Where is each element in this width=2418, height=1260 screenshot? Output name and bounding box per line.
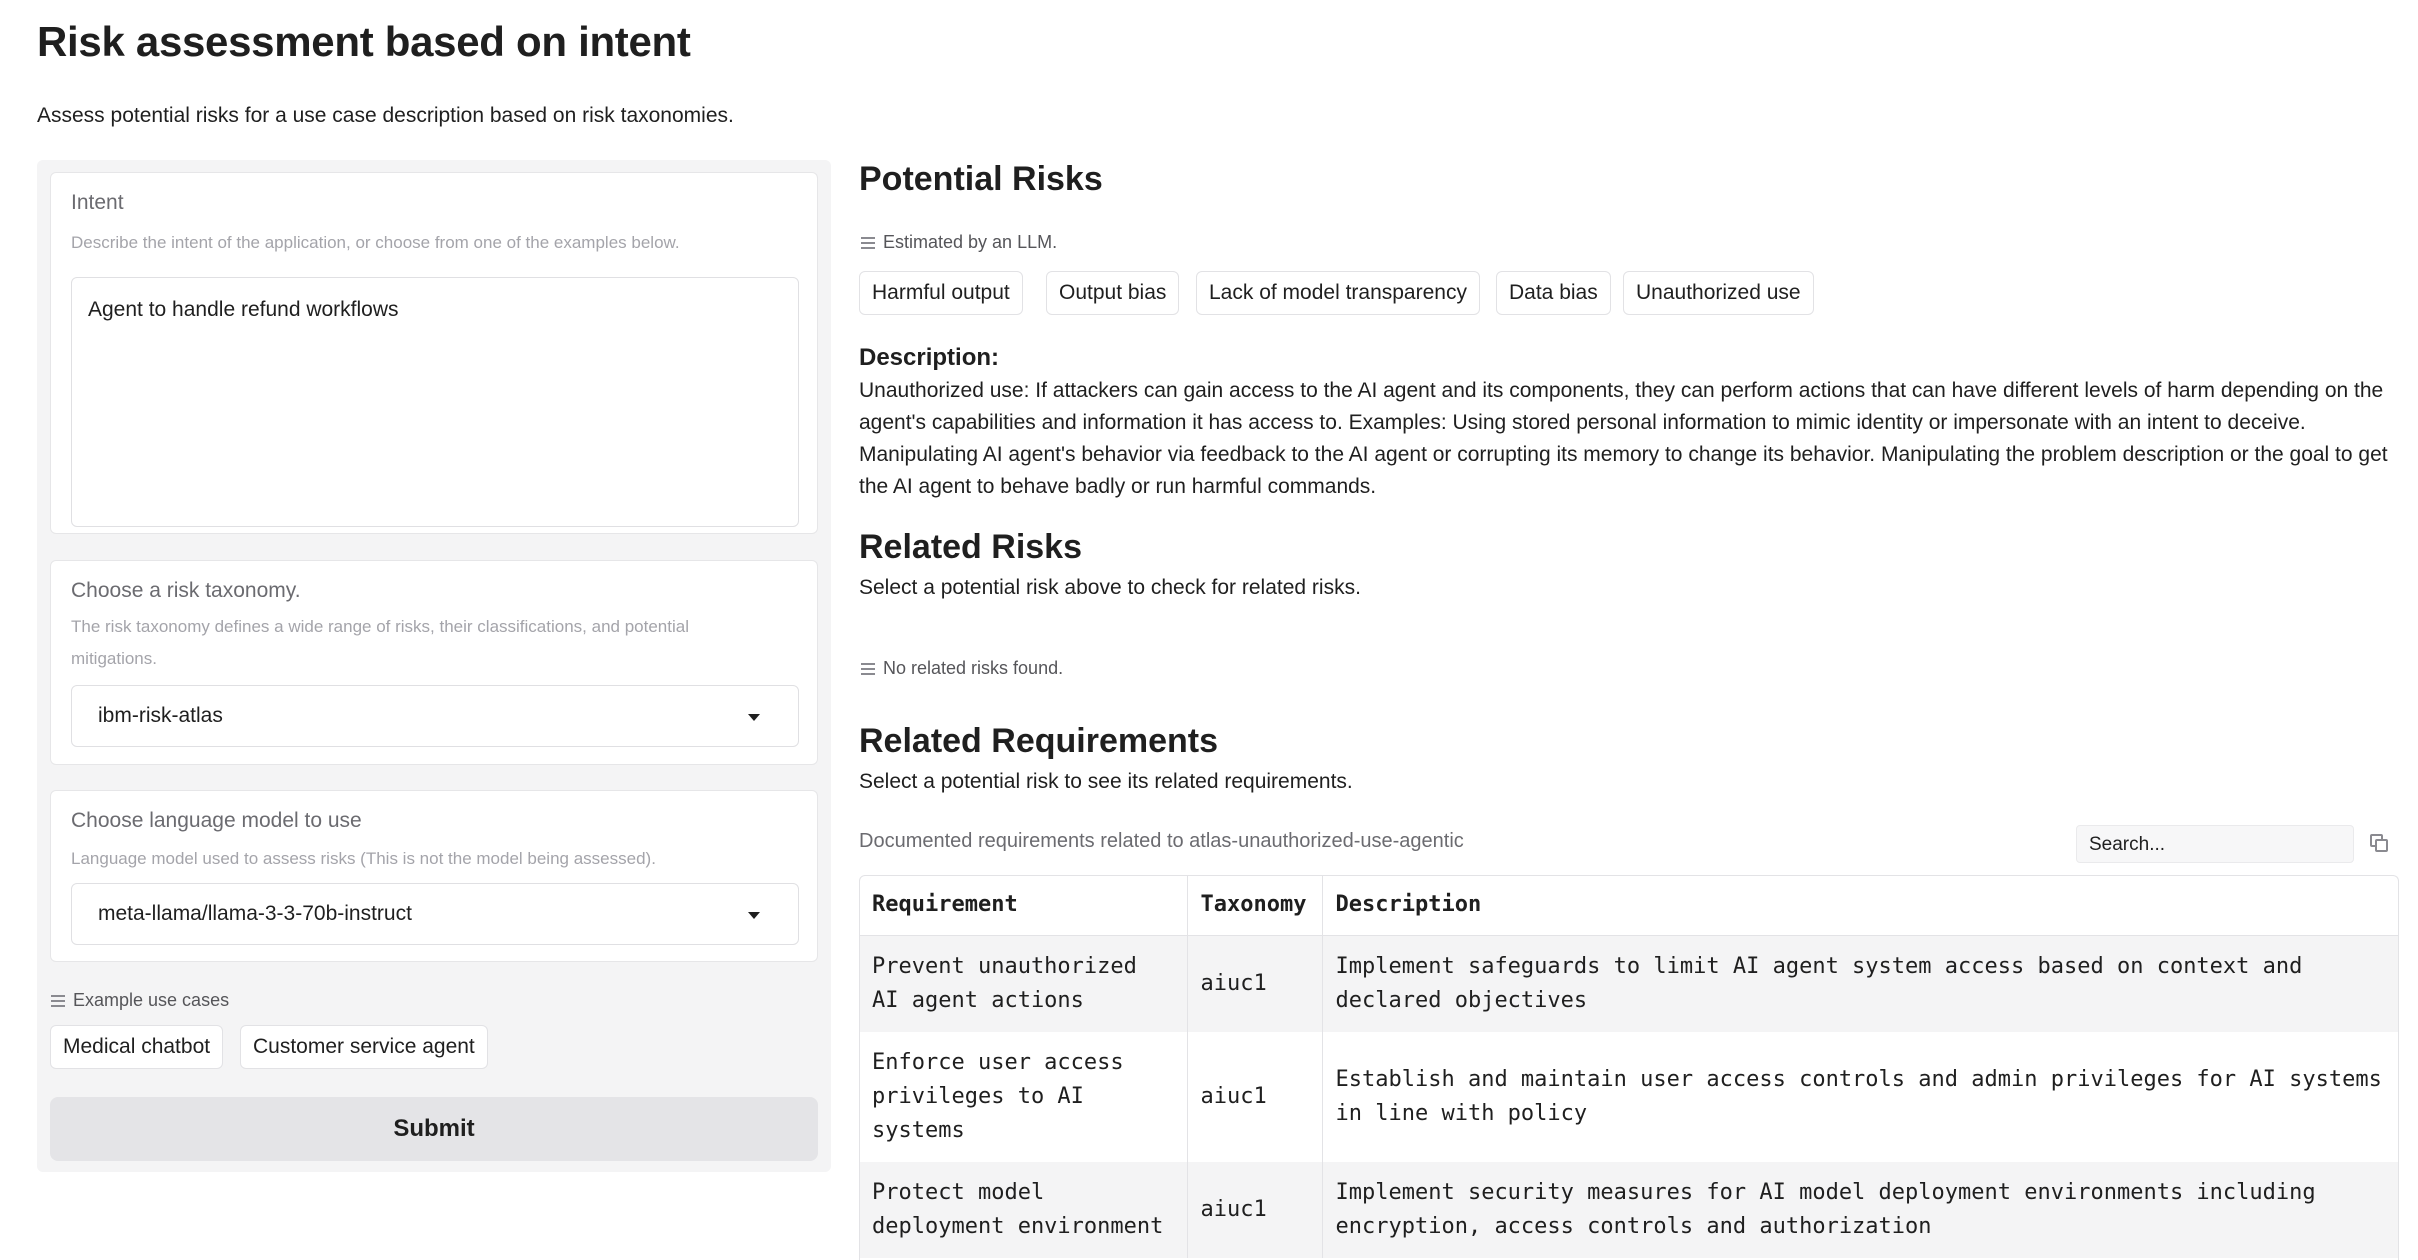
risk-chip-output-bias[interactable]: Output bias [1046, 271, 1179, 315]
taxonomy-selected: ibm-risk-atlas [98, 704, 223, 727]
taxonomy-cell: aiuc1 [1187, 935, 1322, 1032]
related-risks-subtitle: Select a potential risk above to check for related risks. [859, 576, 1361, 599]
intent-label: Intent [71, 191, 124, 214]
description-cell: Implement safeguards to limit AI agent system access based on context and declared objectives [1322, 935, 2399, 1032]
taxonomy-cell: aiuc1 [1187, 1032, 1322, 1162]
examples-label: Example use cases [51, 990, 229, 1011]
copy-icon[interactable] [2370, 834, 2390, 854]
list-icon [861, 663, 875, 675]
risk-chip-unauthorized-use[interactable]: Unauthorized use [1623, 271, 1814, 315]
table-row [859, 1162, 2399, 1258]
table-row [859, 1032, 2399, 1162]
related-risks-title: Related Risks [859, 528, 1082, 566]
risk-chip-data-bias[interactable]: Data bias [1496, 271, 1611, 315]
list-icon [861, 237, 875, 249]
intent-info: Describe the intent of the application, or choose from one of the examples below. [71, 233, 680, 252]
description-cell: Establish and maintain user access controls and admin privileges for AI systems in line with policy [1322, 1032, 2399, 1162]
no-related-risks-note: No related risks found. [861, 658, 1063, 679]
estimated-note: Estimated by an LLM. [861, 232, 1057, 253]
taxonomy-info: The risk taxonomy defines a wide range of risks, their classifications, and potential mitigations. [71, 617, 689, 668]
risk-chip-harmful-output[interactable]: Harmful output [859, 271, 1023, 315]
intent-block [50, 172, 818, 534]
taxonomy-block [50, 560, 818, 765]
intent-textarea[interactable]: Agent to handle refund workflows [71, 277, 799, 527]
model-block [50, 790, 818, 962]
column-header-taxonomy[interactable]: Taxonomy [1187, 875, 1322, 935]
requirement-cell: Enforce user access privileges to AI systems [859, 1032, 1187, 1162]
example-customer-service-agent[interactable]: Customer service agent [240, 1025, 488, 1069]
chevron-down-icon [748, 714, 760, 721]
page-title: Risk assessment based on intent [37, 18, 691, 65]
risk-chip-lack-of-model-transparency[interactable]: Lack of model transparency [1196, 271, 1480, 315]
table-row [859, 935, 2399, 1032]
chevron-down-icon [748, 912, 760, 919]
risk-description: Unauthorized use: If attackers can gain access to the AI agent and its components, they can perform actions that can have different levels of harm depending on the agent's capabilities and information it has access to. Examples: Using stored personal information to mimic identity or impersonate with an intent to deceive. Manipulating AI agent's behavior via feedback to the AI agent or corrupting its memory to change its behavior. Manipulating the problem description or the goal to get the AI agent to behave badly or run harmful commands. [859, 379, 2388, 498]
related-requirements-subtitle: Select a potential risk to see its related requirements. [859, 770, 1353, 793]
submit-button[interactable]: Submit [50, 1097, 818, 1161]
description-cell: Implement security measures for AI model deployment environments including encryption, access controls and authorization [1322, 1162, 2399, 1258]
model-dropdown[interactable] [71, 883, 799, 945]
requirements-table [859, 875, 2399, 1258]
model-selected: meta-llama/llama-3-3-70b-instruct [98, 902, 412, 925]
taxonomy-cell: aiuc1 [1187, 1162, 1322, 1258]
requirement-cell: Protect model deployment environment [859, 1162, 1187, 1258]
table-header-row [859, 875, 2399, 935]
taxonomy-label: Choose a risk taxonomy. [71, 579, 301, 602]
column-header-description[interactable]: Description [1322, 875, 2399, 935]
example-medical-chatbot[interactable]: Medical chatbot [50, 1025, 223, 1069]
potential-risks-title: Potential Risks [859, 160, 1103, 198]
list-icon [51, 995, 65, 1007]
page-subtitle: Assess potential risks for a use case description based on risk taxonomies. [37, 104, 734, 127]
requirements-caption: Documented requirements related to atlas-unauthorized-use-agentic [859, 830, 1464, 852]
column-header-requirement[interactable]: Requirement [859, 875, 1187, 935]
model-label: Choose language model to use [71, 809, 362, 832]
input-panel [37, 160, 831, 1172]
model-info: Language model used to assess risks (This is not the model being assessed). [71, 849, 656, 868]
related-requirements-title: Related Requirements [859, 722, 1218, 760]
taxonomy-dropdown[interactable] [71, 685, 799, 747]
table-search-input[interactable]: Search... [2076, 825, 2354, 863]
description-label: Description: [859, 344, 1000, 371]
requirement-cell: Prevent unauthorized AI agent actions [859, 935, 1187, 1032]
